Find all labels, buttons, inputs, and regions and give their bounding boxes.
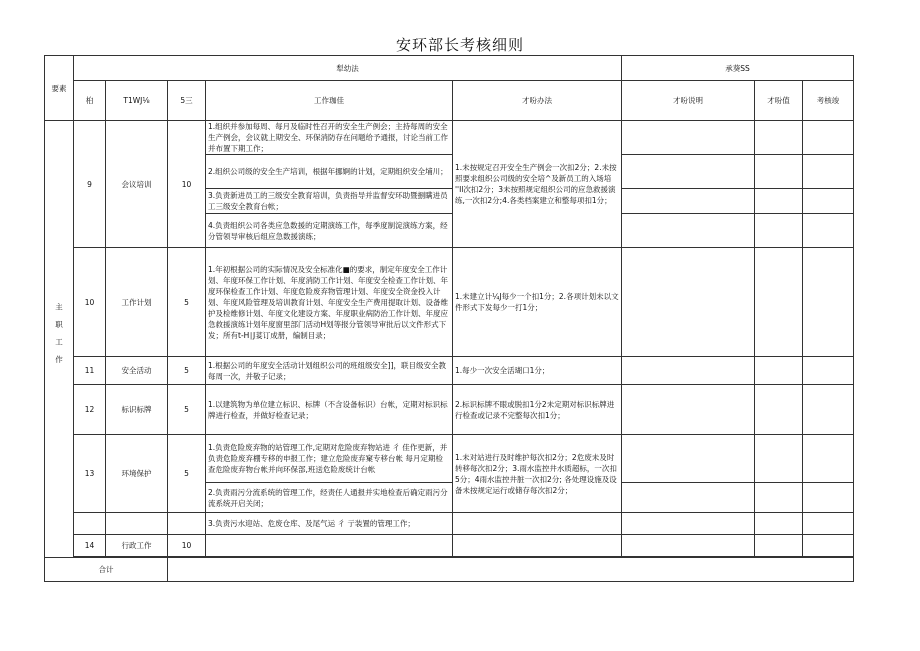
value-cell: [755, 189, 803, 214]
method-cell: [453, 513, 622, 535]
value-cell: [755, 155, 803, 189]
col-content-header: 工作珈佳: [206, 81, 453, 121]
row-score: 5: [168, 357, 206, 385]
assessment-cell: [803, 121, 854, 155]
content-cell: 2.组织公司级的安全生产培训，根据年挪婀的计划，定期组织安全埔川；: [206, 155, 453, 189]
col-score-header: 5三: [168, 81, 206, 121]
description-cell: [622, 483, 755, 513]
content-cell: 3.负责污水迎站、危废仓库、及尾气运 彳 亍装置的管理工作；: [206, 513, 453, 535]
value-cell: [755, 435, 803, 483]
description-cell: [622, 535, 755, 557]
value-cell: [755, 214, 803, 248]
table-row: [45, 357, 854, 385]
assessment-cell: [803, 214, 854, 248]
assessment-cell: [803, 189, 854, 214]
row-score: [168, 513, 206, 535]
method-cell: 2.标识标牌不眼或脱扣1分2未定期对标识标牌进行检查或记录不完整每次扣1分；: [453, 385, 622, 435]
total-value-cell: [168, 558, 854, 582]
assessment-cell: [803, 385, 854, 435]
header-group-left: 犁幼法: [74, 56, 622, 81]
assessment-cell: [803, 435, 854, 483]
table-row: [45, 535, 854, 557]
total-label: 合计: [45, 558, 168, 582]
content-cell: 1.组织并参加每周、每月及临时性召开的安全生产例会；主持每周的安全生产例会，会议就上期安全、环保消防存在问题给予通报，讨论当前工作并布置下期工作；: [206, 121, 453, 155]
description-cell: [622, 214, 755, 248]
method-cell: [453, 535, 622, 557]
row-number: 9: [74, 121, 106, 248]
table-row: [45, 513, 854, 535]
row-number: [74, 513, 106, 535]
table-row: [45, 385, 854, 435]
assessment-cell: [803, 248, 854, 357]
row-item: 行政工作: [106, 535, 168, 557]
factor-header: 要素: [45, 56, 74, 121]
row-item: 会议培训: [106, 121, 168, 248]
row-number: 13: [74, 435, 106, 513]
method-cell: 1.未对站进行及时维护每次扣2分；2危废未及时转移每次扣2分；3.雨水监控井水质超标，一次扣5分；4雨水监控井脏一次扣2分; 各处理设施及设备未按规定运行或储存每次扣2分；: [453, 435, 622, 513]
content-cell: [206, 535, 453, 557]
factor-main-text: 主职工作: [54, 302, 64, 373]
content-cell: 1.负责危险废弃物的站管理工作,定期对危险废弃物站进 彳 佳作更新，并负责危险废弃棚专移的申报工作；建立危险废弃窠专移台帐 每月定期检查危险废弃物台帐并向环保部,班送危险废统计台帐: [206, 435, 453, 483]
assessment-cell: [803, 513, 854, 535]
description-cell: [622, 435, 755, 483]
col-item-header: T1WJ⅛: [106, 81, 168, 121]
row-item: 安全活动: [106, 357, 168, 385]
description-cell: [622, 385, 755, 435]
table-row: [45, 435, 854, 483]
value-cell: [755, 357, 803, 385]
page-title: 安环部长考核细则: [395, 36, 524, 54]
description-cell: [622, 357, 755, 385]
content-cell: 1.年初根据公司的实际情况及安全标准化■的要求，制定年度安全工作计划、年度环保工作计划、年度消防工作计划、年度安全检查工作计划、年度环保检查工作计划、年度危险废弃物管理计划、年度安全资金投入计划、年度风险管理及培训教育计划、年度安全生产费用提取计划、设备维护及检维修计划、年度文化建设方案、年度职业病防治工作计划、年度应急救援演练计划年度窗里部门活动H划等报分管领导审批后以文件形式下发；所有t-H∣J荽订成册，编制目录；: [206, 248, 453, 357]
row-item: [106, 513, 168, 535]
content-cell: 1.以建筑物为单位建立标识、标牌（不含设备标识）台帐，定期对标识标牌进行检查，并做好检查记录；: [206, 385, 453, 435]
factor-main-label: [45, 121, 74, 558]
content-cell: 1.根据公司的年度安全活动计划组织公司的班组级安全]]，联目级安全教每周一次，并敬子记录；: [206, 357, 453, 385]
row-score: 5: [168, 248, 206, 357]
col-description-header: 才吩说明: [622, 81, 755, 121]
row-number: 10: [74, 248, 106, 357]
content-cell: 4.负责组织公司各类应急数援的定期演练工作，每季度制淀演练方案，经分管领导审核后组应急数援演练；: [206, 214, 453, 248]
total-row: [45, 558, 854, 582]
value-cell: [755, 513, 803, 535]
description-cell: [622, 248, 755, 357]
description-cell: [622, 513, 755, 535]
row-score: 5: [168, 435, 206, 513]
row-item: 标识标牌: [106, 385, 168, 435]
assessment-cell: [803, 535, 854, 557]
content-cell: 2.负责雨污分流系统的管理工作，经责任人通报并实地检查后确定雨污分流系统开启关闭；: [206, 483, 453, 513]
table-row: [45, 121, 854, 155]
col-assessment-header: 考核竣: [803, 81, 854, 121]
row-number: 12: [74, 385, 106, 435]
col-value-header: 才吩值: [755, 81, 803, 121]
method-cell: 1.未按规定召开安全生产例会一次扣2分；2.未按照要求组织公司级的安全培^及新员工的入场培 ''Il次扣2分；3未按照规定组织公司的应急救援演练,一次扣2分;4.各类档案建立和整每项扣1分；: [453, 121, 622, 248]
description-cell: [622, 189, 755, 214]
table-row: [45, 248, 854, 357]
assessment-table: [44, 55, 854, 582]
method-cell: 1.未建立计¼J每少一个扣1分；2.各项计划未以文件形式下发每少一打1分；: [453, 248, 622, 357]
value-cell: [755, 385, 803, 435]
row-item: 工作计划: [106, 248, 168, 357]
col-number-header: 桕: [74, 81, 106, 121]
row-score: 10: [168, 535, 206, 557]
col-method-header: 才吩办法: [453, 81, 622, 121]
assessment-cell: [803, 483, 854, 513]
description-cell: [622, 155, 755, 189]
header-group-right: 承葵SS: [622, 56, 854, 81]
value-cell: [755, 121, 803, 155]
row-item: 环境保护: [106, 435, 168, 513]
row-score: 5: [168, 385, 206, 435]
assessment-cell: [803, 357, 854, 385]
row-score: 10: [168, 121, 206, 248]
row-number: 14: [74, 535, 106, 557]
value-cell: [755, 535, 803, 557]
description-cell: [622, 121, 755, 155]
content-cell: 3.负责新进员工的三级安全教育培训，负责指导并监督安环助暨捌瞒进员工三级安全教育台帐；: [206, 189, 453, 214]
row-number: 11: [74, 357, 106, 385]
value-cell: [755, 248, 803, 357]
assessment-cell: [803, 155, 854, 189]
method-cell: 1.每少一次安全活瑚口1分；: [453, 357, 622, 385]
value-cell: [755, 483, 803, 513]
